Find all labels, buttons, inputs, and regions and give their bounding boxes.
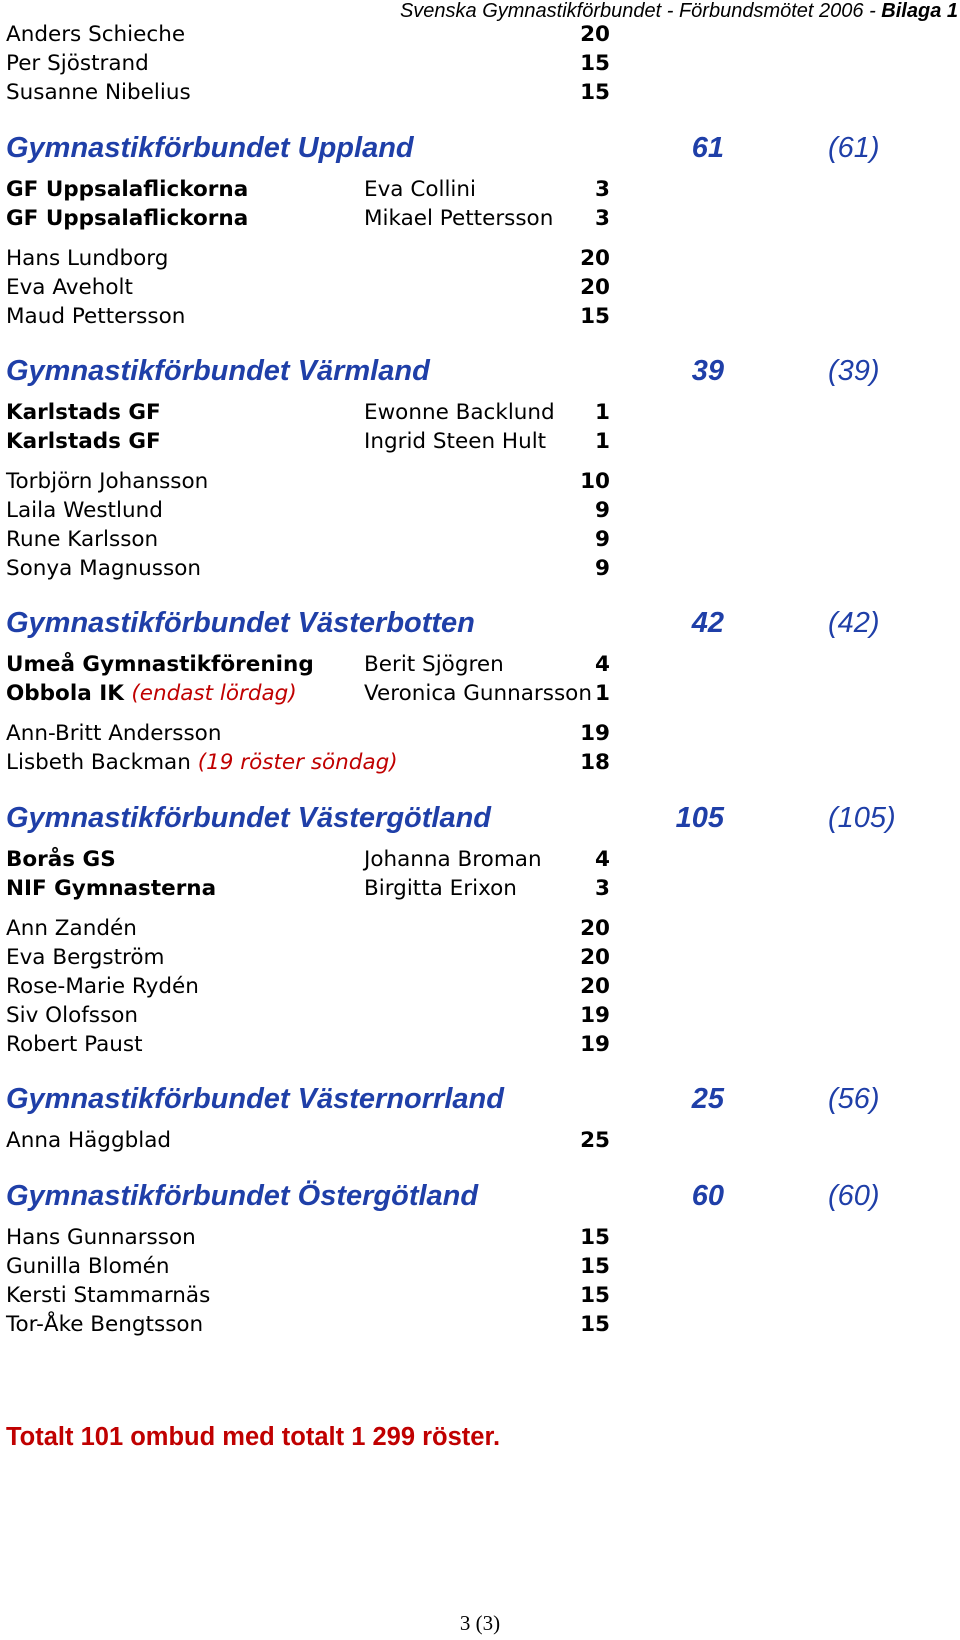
document-header xyxy=(400,0,958,22)
club-name: NIF Gymnasterna xyxy=(6,876,217,901)
section-title: Gymnastikförbundet Östergötland xyxy=(6,1180,479,1212)
vote-count: 15 xyxy=(580,80,610,105)
page-number: 3 (3) xyxy=(459,1611,501,1635)
vote-count: 20 xyxy=(580,22,610,47)
vote-count: 19 xyxy=(580,1032,610,1057)
vote-count: 20 xyxy=(580,275,610,300)
section-votes: 61 xyxy=(691,132,724,164)
delegate-name: Maud Pettersson xyxy=(6,304,186,329)
delegate-name: Rose-Marie Rydén xyxy=(6,974,199,999)
club-representative: Berit Sjögren xyxy=(364,652,504,677)
section-votes-paren: (39) xyxy=(828,355,880,387)
vote-count: 1 xyxy=(595,681,610,706)
section-heading xyxy=(6,130,906,166)
club-representative: Birgitta Erixon xyxy=(364,876,517,901)
section-heading xyxy=(6,1081,906,1117)
delegate-name: Hans Gunnarsson xyxy=(6,1225,196,1250)
vote-count: 18 xyxy=(580,750,610,775)
delegate-name: Siv Olofsson xyxy=(6,1003,138,1028)
delegate-name: Eva Aveholt xyxy=(6,275,133,300)
section-votes-paren: (56) xyxy=(828,1083,880,1115)
delegate-name: Eva Bergström xyxy=(6,945,165,970)
club-representative: Johanna Broman xyxy=(364,847,542,872)
club-note: (endast lördag) xyxy=(131,681,297,706)
vote-count: 20 xyxy=(580,246,610,271)
delegate-name: Robert Paust xyxy=(6,1032,143,1057)
vote-count: 15 xyxy=(580,1225,610,1250)
delegate-name: Laila Westlund xyxy=(6,498,163,523)
vote-count: 19 xyxy=(580,1003,610,1028)
section-votes: 60 xyxy=(691,1180,724,1212)
vote-count: 4 xyxy=(595,847,610,872)
delegate-name: Anders Schieche xyxy=(6,22,186,47)
delegate-name: Rune Karlsson xyxy=(6,527,159,552)
delegate-name: Sonya Magnusson xyxy=(6,556,201,581)
vote-count: 15 xyxy=(580,1312,610,1337)
delegate-name: Per Sjöstrand xyxy=(6,51,149,76)
delegate-name: Anna Häggblad xyxy=(6,1128,172,1153)
club-name: Borås GS xyxy=(6,847,116,872)
vote-count: 19 xyxy=(580,721,610,746)
club-name: Karlstads GF xyxy=(6,429,161,454)
section-votes: 105 xyxy=(675,802,724,834)
vote-count: 4 xyxy=(595,652,610,677)
section-title: Gymnastikförbundet Uppland xyxy=(6,132,414,164)
delegate-name: Ann Zandén xyxy=(6,916,137,941)
section-votes-paren: (105) xyxy=(828,802,896,834)
vote-count: 9 xyxy=(595,527,610,552)
club-representative: Mikael Pettersson xyxy=(364,206,554,231)
vote-count: 9 xyxy=(595,498,610,523)
vote-count: 20 xyxy=(580,974,610,999)
delegate-name: Hans Lundborg xyxy=(6,246,169,271)
vote-count: 1 xyxy=(595,400,610,425)
vote-count: 3 xyxy=(595,206,610,231)
section-title: Gymnastikförbundet Värmland xyxy=(6,355,430,387)
header-appendix: Bilaga 1 xyxy=(881,0,958,22)
vote-count: 20 xyxy=(580,916,610,941)
delegate-name: Ann-Britt Andersson xyxy=(6,721,222,746)
delegate-name: Kersti Stammarnäs xyxy=(6,1283,211,1308)
club-representative: Eva Collini xyxy=(364,177,477,202)
section-heading xyxy=(6,605,906,641)
vote-count: 9 xyxy=(595,556,610,581)
section-votes-paren: (60) xyxy=(828,1180,880,1212)
vote-count: 20 xyxy=(580,945,610,970)
section-title: Gymnastikförbundet Västernorrland xyxy=(6,1083,504,1115)
club-name: GF Uppsalaflickorna xyxy=(6,177,249,202)
vote-count: 10 xyxy=(580,469,610,494)
section-votes-paren: (61) xyxy=(828,132,880,164)
delegate-name: Lisbeth Backman xyxy=(6,750,191,775)
vote-count: 15 xyxy=(580,1254,610,1279)
club-name: Umeå Gymnastikförening xyxy=(6,652,314,677)
club-name: GF Uppsalaflickorna xyxy=(6,206,249,231)
vote-count: 25 xyxy=(580,1128,610,1153)
delegate-name: Susanne Nibelius xyxy=(6,80,191,105)
club-name: Karlstads GF xyxy=(6,400,161,425)
delegate-name: Tor-Åke Bengtsson xyxy=(6,1312,204,1337)
section-heading xyxy=(6,1178,906,1214)
header-title: Svenska Gymnastikförbundet - Förbundsmötet 2006 - xyxy=(399,0,882,22)
section-votes: 25 xyxy=(691,1083,724,1115)
section-votes-paren: (42) xyxy=(828,607,880,639)
section-title: Gymnastikförbundet Västergötland xyxy=(6,802,492,834)
club-representative: Veronica Gunnarsson xyxy=(364,681,592,706)
club-name: Obbola IK xyxy=(6,681,124,706)
club-representative: Ingrid Steen Hult xyxy=(364,429,547,454)
section-heading xyxy=(6,353,906,389)
total-summary: Totalt 101 ombud med totalt 1 299 röster. xyxy=(6,1423,501,1451)
vote-count: 3 xyxy=(595,177,610,202)
delegate-name: Gunilla Blomén xyxy=(6,1254,170,1279)
club-representative: Ewonne Backlund xyxy=(364,400,555,425)
delegate-note: (19 röster söndag) xyxy=(197,750,398,775)
vote-count: 15 xyxy=(580,1283,610,1308)
vote-count: 3 xyxy=(595,876,610,901)
vote-count: 1 xyxy=(595,429,610,454)
section-votes: 42 xyxy=(691,607,724,639)
section-votes: 39 xyxy=(691,355,724,387)
vote-count: 15 xyxy=(580,304,610,329)
section-heading xyxy=(6,800,906,836)
delegate-name: Torbjörn Johansson xyxy=(6,469,209,494)
vote-count: 15 xyxy=(580,51,610,76)
section-title: Gymnastikförbundet Västerbotten xyxy=(6,607,475,639)
